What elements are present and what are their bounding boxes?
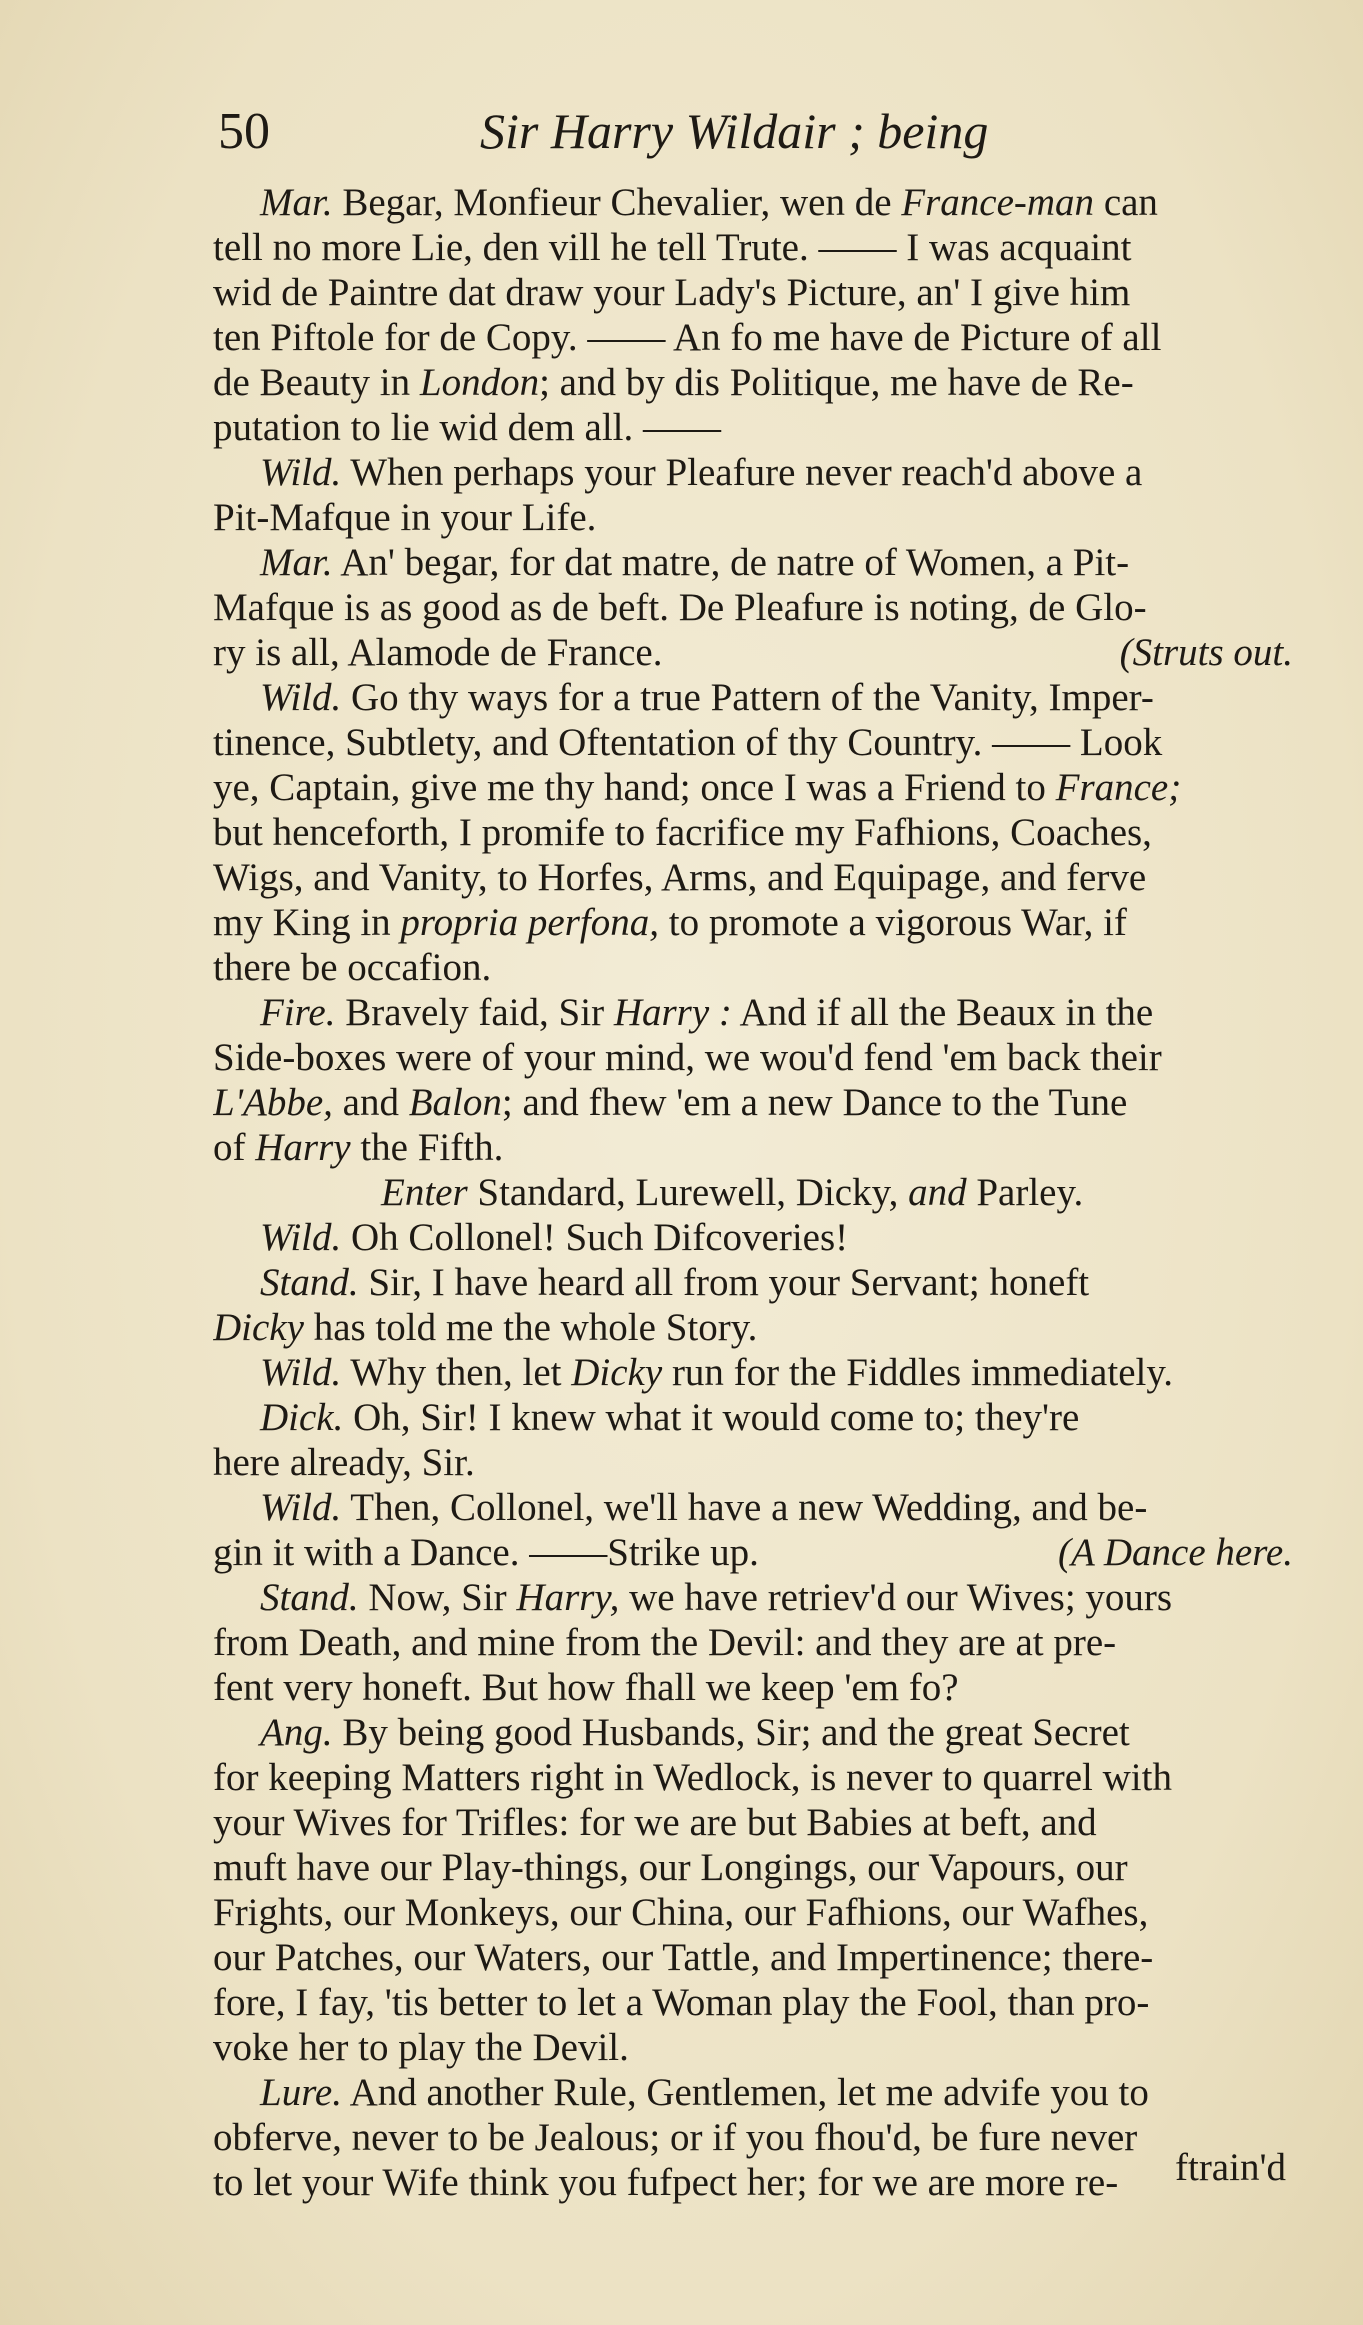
- text-segment: run for the Fiddles immediately.: [662, 1351, 1174, 1394]
- text-segment: France;: [1055, 766, 1182, 809]
- text-line: [213, 450, 1293, 495]
- text-segment: voke her to play the Devil.: [213, 2026, 629, 2069]
- speaker-name: Lure.: [260, 2071, 342, 2114]
- text-segment: your Wives for Trifles: for we are but Babies at beft, and: [213, 1801, 1097, 1844]
- text-segment: Begar, Monfieur Chevalier, wen de: [332, 181, 902, 224]
- text-segment: the Fifth.: [350, 1126, 504, 1169]
- text-line: [213, 1935, 1293, 1980]
- text-segment: muft have our Play-things, our Longings, our Vapours, our: [213, 1846, 1128, 1889]
- text-line: [213, 585, 1293, 630]
- text-line: [213, 360, 1293, 405]
- text-line: [213, 900, 1293, 945]
- text-segment: Dicky: [213, 1306, 304, 1349]
- speaker-name: Wild.: [260, 1216, 342, 1259]
- text-line: [213, 270, 1293, 315]
- text-line: [213, 2115, 1293, 2160]
- text-segment: we have retriev'd our Wives; yours: [619, 1576, 1173, 1619]
- text-segment: ; and by dis Politique, me have de Re-: [539, 361, 1134, 404]
- text-segment: but henceforth, I promife to facrifice my Fafhions, Coaches,: [213, 811, 1152, 854]
- text-segment: Standard, Lurewell, Dicky,: [467, 1171, 909, 1214]
- text-line: [213, 1710, 1293, 1755]
- text-segment: has told me the whole Story.: [303, 1306, 758, 1349]
- text-segment: London: [419, 361, 540, 404]
- text-segment: for keeping Matters right in Wedlock, is never to quarrel with: [213, 1756, 1172, 1799]
- page-number: 50: [218, 103, 270, 160]
- text-line: [213, 1800, 1293, 1845]
- text-segment: Wigs, and Vanity, to Horfes, Arms, and Equipage, and ferve: [213, 856, 1147, 899]
- text-segment: Parley.: [966, 1171, 1084, 1214]
- text-segment: from Death, and mine from the Devil: and they are at pre-: [213, 1621, 1117, 1664]
- text-line: [213, 1845, 1293, 1890]
- text-line: [213, 855, 1293, 900]
- text-segment: gin it with a Dance. ——Strike up.: [213, 1531, 759, 1574]
- text-segment: Mafque is as good as de beft. De Pleafure is noting, de Glo-: [213, 586, 1147, 629]
- text-segment: Harry: [255, 1126, 351, 1169]
- text-line: [213, 1665, 1293, 1710]
- text-line: [213, 1890, 1293, 1935]
- text-segment: our Patches, our Waters, our Tattle, and Impertinence; there-: [213, 1936, 1154, 1979]
- text-segment: An' begar, for dat matre, de natre of Women, a Pit-: [332, 541, 1130, 584]
- speaker-name: Ang.: [260, 1711, 333, 1754]
- text-line: [213, 1575, 1293, 1620]
- text-line: [213, 1485, 1293, 1530]
- speaker-name: Wild.: [260, 676, 342, 719]
- text-line: [213, 1980, 1293, 2025]
- speaker-name: Mar.: [260, 541, 333, 584]
- text-line: [213, 720, 1293, 765]
- text-segment: ten Piftole for de Copy. —— An fo me have de Picture of all: [213, 316, 1162, 359]
- text-line: [213, 2025, 1293, 2070]
- stage-direction: (Struts out.: [1119, 631, 1293, 674]
- text-line: [213, 540, 1293, 585]
- text-segment: Bravely faid, Sir: [335, 991, 614, 1034]
- text-line: [213, 1170, 1293, 1215]
- text-segment: fore, I fay, 'tis better to let a Woman play the Fool, than pro-: [213, 1981, 1150, 2024]
- text-line: [213, 1395, 1293, 1440]
- speaker-name: Wild.: [260, 451, 342, 494]
- speaker-name: Dick.: [260, 1396, 344, 1439]
- text-line: [213, 180, 1293, 225]
- text-segment: my King in: [213, 901, 401, 944]
- text-line: [213, 1260, 1293, 1305]
- text-line: [213, 1440, 1293, 1485]
- text-segment: Go thy ways for a true Pattern of the Vanity, Imper-: [341, 676, 1154, 719]
- text-segment: And if all the Beaux in the: [731, 991, 1154, 1034]
- text-line: [213, 1035, 1293, 1080]
- text-segment: de Beauty in: [213, 361, 420, 404]
- text-segment: Enter: [381, 1171, 468, 1214]
- text-segment: tinence, Subtlety, and Oftentation of thy Country. —— Look: [213, 721, 1163, 764]
- speaker-name: Wild.: [260, 1486, 342, 1529]
- text-segment: and: [332, 1081, 409, 1124]
- text-line: [213, 945, 1293, 990]
- speaker-name: Mar.: [260, 181, 333, 224]
- speaker-name: Stand.: [260, 1576, 359, 1619]
- text-line: [213, 1125, 1293, 1170]
- text-segment: Harry,: [516, 1576, 620, 1619]
- text-segment: Frights, our Monkeys, our China, our Fafhions, our Wafhes,: [213, 1891, 1149, 1934]
- text-segment: Why then, let: [341, 1351, 572, 1394]
- text-segment: By being good Husbands, Sir; and the great Secret: [332, 1711, 1130, 1754]
- text-segment: can: [1094, 181, 1158, 224]
- speaker-name: Fire.: [260, 991, 336, 1034]
- text-line: [213, 1215, 1293, 1260]
- text-line: [213, 405, 1293, 450]
- text-segment: ; and fhew 'em a new Dance to the Tune: [501, 1081, 1128, 1124]
- speaker-name: Wild.: [260, 1351, 342, 1394]
- text-line: [213, 2160, 1293, 2205]
- text-segment: When perhaps your Pleafure never reach'd above a: [341, 451, 1143, 494]
- text-segment: Balon: [408, 1081, 502, 1124]
- page-header: [218, 102, 1278, 162]
- text-segment: Oh, Sir! I knew what it would come to; they're: [343, 1396, 1080, 1439]
- text-segment: there be occafion.: [213, 946, 492, 989]
- text-line: [213, 1350, 1293, 1395]
- text-segment: L'Abbe,: [213, 1081, 333, 1124]
- text-segment: ye, Captain, give me thy hand; once I was a Friend to: [213, 766, 1056, 809]
- text-segment: of: [213, 1126, 256, 1169]
- text-line: [213, 315, 1293, 360]
- text-segment: propria perfona,: [400, 901, 659, 944]
- text-line: [213, 990, 1293, 1035]
- text-segment: here already, Sir.: [213, 1441, 475, 1484]
- text-line: [213, 1530, 1293, 1575]
- text-line: [213, 495, 1293, 540]
- text-line: [213, 225, 1293, 270]
- text-segment: wid de Paintre dat draw your Lady's Picture, an' I give him: [213, 271, 1131, 314]
- text-line: [213, 1080, 1293, 1125]
- speaker-name: Stand.: [260, 1261, 359, 1304]
- text-line: [213, 1305, 1293, 1350]
- stage-direction: (A Dance here.: [1058, 1531, 1293, 1574]
- text-line: [213, 810, 1293, 855]
- text-line: [213, 1755, 1293, 1800]
- text-segment: Now, Sir: [358, 1576, 517, 1619]
- text-segment: to let your Wife think you fufpect her; for we are more re-: [213, 2161, 1119, 2204]
- text-segment: Dicky: [571, 1351, 663, 1394]
- text-segment: Pit-Mafque in your Life.: [213, 496, 597, 539]
- text-line: [213, 765, 1293, 810]
- text-line: [213, 675, 1293, 720]
- text-segment: tell no more Lie, den vill he tell Trute. —— I was acquaint: [213, 226, 1132, 269]
- text-segment: fent very honeft. But how fhall we keep 'em fo?: [213, 1666, 959, 1709]
- text-segment: putation to lie wid dem all. ——: [213, 406, 722, 449]
- text-segment: Then, Collonel, we'll have a new Wedding, and be-: [341, 1486, 1148, 1529]
- text-segment: Harry :: [613, 991, 732, 1034]
- text-segment: ry is all, Alamode de France.: [213, 631, 663, 674]
- play-text: [213, 180, 1293, 2205]
- text-segment: Sir, I have heard all from your Servant; honeft: [358, 1261, 1090, 1304]
- text-segment: and: [908, 1171, 967, 1214]
- text-segment: France-man: [901, 181, 1095, 224]
- running-title: Sir Harry Wildair ; being: [480, 103, 989, 159]
- text-segment: to promote a vigorous War, if: [659, 901, 1127, 944]
- text-line: [213, 1620, 1293, 1665]
- catchword: ftrain'd: [1175, 2146, 1286, 2189]
- text-line: [213, 2070, 1293, 2115]
- text-segment: Side-boxes were of your mind, we wou'd fend 'em back their: [213, 1036, 1162, 1079]
- text-segment: And another Rule, Gentlemen, let me advife you to: [341, 2071, 1149, 2114]
- text-line: [213, 630, 1293, 675]
- text-segment: obferve, never to be Jealous; or if you fhou'd, be fure never: [213, 2116, 1138, 2159]
- text-segment: Oh Collonel! Such Difcoveries!: [341, 1216, 849, 1259]
